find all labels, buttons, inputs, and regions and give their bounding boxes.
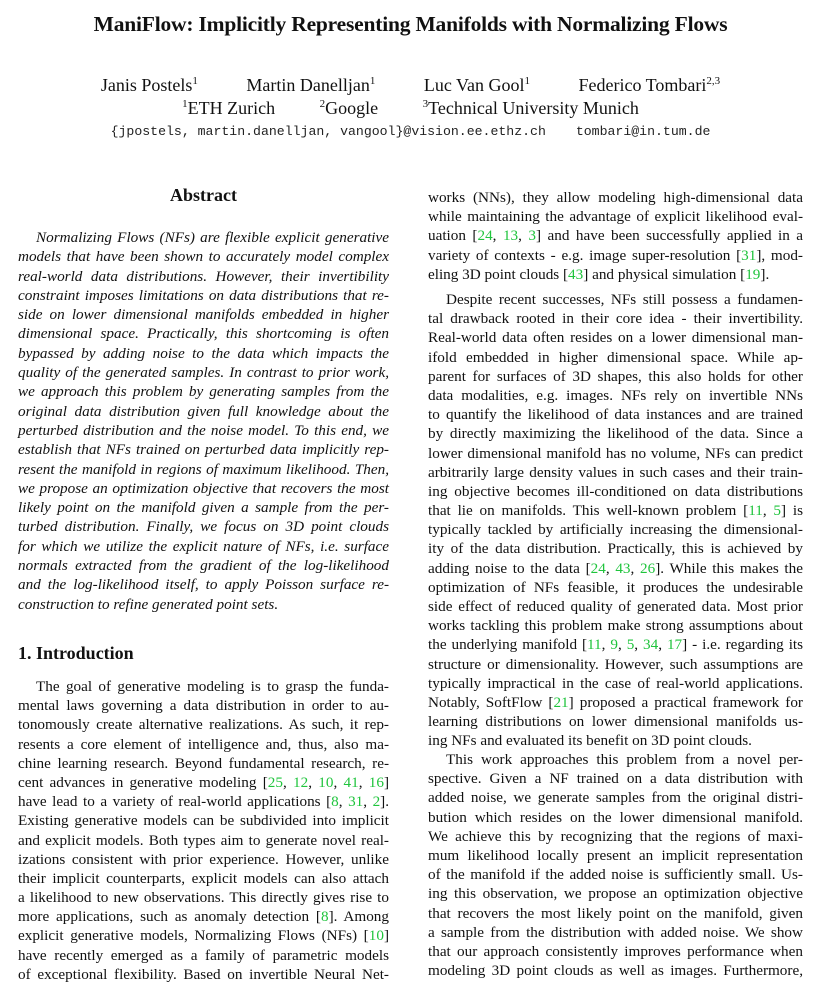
text: cent advances in generative modeling [ <box>18 773 268 791</box>
text-line <box>18 907 389 926</box>
text-line: structure or dimensionality. However, such assumptions are <box>428 655 803 673</box>
citation-link[interactable]: 26 <box>640 559 656 577</box>
text-line: a sample from the distribution with added noise. We show <box>428 923 803 941</box>
citation-link[interactable]: 16 <box>368 773 384 791</box>
citation-link[interactable]: 10 <box>318 773 334 791</box>
text: that lie on manifolds. This well-known problem [ <box>428 502 749 520</box>
abstract-line: constraint imposes limitations on data distributions that re- <box>18 286 389 304</box>
citation-link[interactable]: 41 <box>343 773 359 791</box>
text-line <box>428 246 803 265</box>
text: ] and have been successfully applied in a <box>535 227 804 245</box>
text-line: works tackling this problem make strong assumptions about <box>428 617 803 635</box>
email-list <box>0 124 821 139</box>
citation-link[interactable]: 3 <box>528 227 536 245</box>
text-line: chine learning research. Beyond fundamental research, re- <box>18 754 389 772</box>
author <box>246 75 375 95</box>
intro-paragraph-1-continued <box>428 188 803 284</box>
text: ] <box>383 773 390 791</box>
text-line: added noise, we generate samples from the original distri- <box>428 789 803 807</box>
text-line: tonomously create alternative realizations. As such, it rep- <box>18 716 389 734</box>
citation-link[interactable]: 9 <box>610 636 618 654</box>
citation-link[interactable]: 2 <box>372 793 381 811</box>
text-line: This work approaches this problem from a novel per- <box>446 751 803 768</box>
citation-link[interactable]: 43 <box>568 265 584 283</box>
email-eth: {jpostels, martin.danelljan, vangool}@vision.ee.ethz.ch <box>110 124 546 139</box>
intro-paragraph-2 <box>428 290 803 751</box>
abstract-line: real-world data distributions. However, their invertibility <box>18 267 389 285</box>
affiliation <box>320 98 379 118</box>
text-line: Real-world data often resides on a lower dimensional man- <box>428 329 803 347</box>
text: uation [ <box>428 227 478 245</box>
intro-paragraph-3 <box>428 750 803 980</box>
text: eling 3D point clouds [ <box>428 265 569 283</box>
text-line: of exceptional flexibility. Based on invertible Neural Net- <box>18 965 389 983</box>
text-line: a likelihood to new observations. This directly gives rise to <box>18 889 389 907</box>
author-name: Janis Postels <box>100 75 193 95</box>
abstract-line: construction to refine generated point sets. <box>18 595 279 613</box>
citation-link[interactable]: 8 <box>331 793 339 811</box>
affiliation-name: Google <box>325 98 379 118</box>
author-name: Martin Danelljan <box>246 75 370 95</box>
text: ]. While this makes the <box>655 559 803 577</box>
text-line: Despite recent successes, NFs still possess a fundamen- <box>446 291 803 308</box>
intro-paragraph-1 <box>18 677 389 984</box>
abstract-body <box>18 228 389 614</box>
affiliation-name: Technical University Munich <box>428 98 639 118</box>
text-line: uation [24, 13, 3] and have been successfully applied in a <box>428 227 804 245</box>
author-affil-sup: 1 <box>369 75 376 87</box>
text-line: that recovers the most likely point on the manifold, given <box>428 904 803 922</box>
citation-link[interactable]: 24 <box>590 559 606 577</box>
author-list <box>0 75 821 96</box>
text-line: cent advances in generative modeling [25, 12, 10, 41, 16] <box>18 773 390 791</box>
text: ] and physical simulation [ <box>583 265 746 283</box>
text: adding noise to the data [ <box>428 559 591 577</box>
abstract-line: we propose an optimization objective that recovers the most <box>18 479 389 497</box>
abstract-line: establish that NFs trained on perturbed data implicitly rep- <box>18 441 389 459</box>
text-line: ity of the data distribution. Practically, this is achieved by <box>428 540 803 558</box>
text: more applications, such as anomaly detection [ <box>18 908 321 926</box>
citation-link[interactable]: 34 <box>643 636 659 654</box>
text-line: have lead to a variety of real-world applications [8, 31, 2]. <box>18 793 390 811</box>
text: ]. <box>760 265 770 283</box>
author <box>424 75 530 95</box>
text-line: ing objective becomes ill-conditioned on data distributions <box>428 482 803 500</box>
abstract-line: perturbed distribution and the noise model. To this end, we <box>18 421 389 439</box>
text-line: to quantify the likelihood of data instances and are trained <box>428 406 803 424</box>
abstract-line: resent the manifold in regions of maximum likelihood. Then, <box>18 460 389 478</box>
abstract-line: Normalizing Flows (NFs) are flexible explicit generative <box>36 229 389 246</box>
text: have lead to a variety of real-world applications [ <box>18 793 332 811</box>
text-line: mental laws governing a data distribution in order to au- <box>18 697 389 715</box>
text-line: typically tackled by artificially increasing the dimensional- <box>428 521 803 539</box>
text: ], mod- <box>756 246 803 264</box>
text-line: The goal of generative modeling is to grasp the funda- <box>36 678 389 695</box>
citation-link[interactable]: 8 <box>320 908 329 926</box>
citation-link[interactable]: 31 <box>348 793 364 811</box>
text-line: adding noise to the data [24, 43, 26]. While this makes the <box>428 559 803 577</box>
author-name: Federico Tombari <box>578 75 707 95</box>
affiliation <box>182 98 275 118</box>
citation-link[interactable]: 11 <box>587 636 602 654</box>
abstract-line: original data distribution given full knowledge about the <box>18 402 389 420</box>
paper-title: ManiFlow: Implicitly Representing Manifolds with Normalizing Flows <box>93 12 728 36</box>
citation-link[interactable]: 19 <box>745 265 761 283</box>
abstract-line: likely point on the manifold given a sample from the per- <box>18 499 389 517</box>
abstract-line: dimensional space. Practically, this shortcoming is often <box>18 325 389 343</box>
affiliation-sup: 1 <box>182 98 188 110</box>
text-line: ing this observation, we propose an optimization objective <box>428 885 803 903</box>
author <box>101 75 198 95</box>
abstract-line: we approach this problem by generating samples from the <box>18 383 389 401</box>
text-line: that our approach consistently improves performance when <box>428 942 803 960</box>
text-line: resents a core element of intelligence and, thus, also ma- <box>18 735 389 753</box>
text-line: ifold embedded in higher dimensional space. While ap- <box>428 348 803 366</box>
text: ] is <box>781 502 803 520</box>
text-line: We achieve this by recognizing that the regions of maxi- <box>428 827 803 845</box>
text: ] proposed a practical framework for <box>568 693 803 711</box>
citation-link[interactable]: 11 <box>748 502 763 520</box>
affiliation <box>423 98 639 118</box>
text-line: modeling 3D point clouds as well as images. Furthermore, <box>428 962 803 980</box>
text: ] <box>383 927 389 945</box>
text-line: while maintaining the advantage of explicit likelihood eval- <box>428 208 803 226</box>
citation-link[interactable]: 10 <box>368 927 384 945</box>
abstract-line: models that have been shown to accurately model complex <box>18 248 389 266</box>
text-line <box>18 926 389 945</box>
text: variety of contexts - e.g. image super-resolution [ <box>428 246 742 264</box>
text-line: arbitrarily large density values in such cases and their train- <box>428 463 803 481</box>
abstract-line: for which we utilize the explicit nature of NFs, i.e. surface <box>18 537 389 555</box>
citation-link[interactable]: 5 <box>773 502 782 520</box>
text-line: izations consistent with prior experience. However, unlike <box>18 850 389 868</box>
author-affil-sup: 1 <box>524 75 530 87</box>
text-line: have recently emerged as a family of parametric models <box>18 946 389 964</box>
citation-link[interactable]: 31 <box>741 246 757 264</box>
text-line: tal drawback rooted in their core idea - their invertibility. <box>428 310 803 328</box>
author <box>579 75 721 95</box>
abstract-line: quality of the generated samples. In contrast to prior work, <box>18 364 389 382</box>
text-line: typically impractical in the case of real-world applications. <box>428 674 803 692</box>
citation-link[interactable]: 25 <box>267 773 283 791</box>
text-line: bution which resides on the lower dimensional manifold. <box>428 808 803 826</box>
affiliation-name: ETH Zurich <box>187 98 276 118</box>
text: ] - i.e. regarding its <box>682 636 804 654</box>
email-tum: tombari@in.tum.de <box>575 124 711 139</box>
text: ]. Among <box>328 908 389 926</box>
text-line: and explicit models. Both types aim to generate novel real- <box>18 831 389 849</box>
text: Notably, SoftFlow [ <box>428 693 554 711</box>
abstract-line: side on lower dimensional manifolds embedded in higher <box>18 306 389 324</box>
text-line: data modalities, e.g. images. NFs rely on invertible NNs <box>428 386 803 404</box>
text-line <box>428 693 803 712</box>
citation-link[interactable]: 24 <box>477 227 493 245</box>
abstract-line: turbed distribution. Finally, we focus on 3D point clouds <box>18 518 389 536</box>
citation-link[interactable]: 5 <box>626 636 635 654</box>
text-line: lower dimensional manifold has no volume, NFs can predict <box>428 444 803 462</box>
affiliation-sup: 2 <box>319 98 326 110</box>
affiliation-sup: 3 <box>422 98 429 110</box>
text-line: spective. Given a NF trained on a data distribution with <box>428 770 803 788</box>
text-line: parent for surfaces of 3D shapes, this also holds for other <box>428 367 803 385</box>
text-line: learning distributions on lower dimensional manifolds us- <box>428 713 803 731</box>
text: explicit generative models, Normalizing Flows (NFs) [ <box>18 927 369 945</box>
abstract-line: bypassed by adding noise to the data which impacts the <box>18 344 389 362</box>
citation-link[interactable]: 13 <box>502 227 519 245</box>
text-line: that lie on manifolds. This well-known problem [11, 5] is <box>428 502 803 520</box>
author-affil-sup: 2,3 <box>706 75 721 87</box>
citation-link[interactable]: 12 <box>293 773 309 791</box>
text-line: Existing generative models can be subdivided into implicit <box>18 812 389 830</box>
citation-link[interactable]: 17 <box>666 636 683 654</box>
text-line: their implicit counterparts, explicit models can also attach <box>18 869 389 887</box>
text-line: mum likelihood locally present an implicit representation <box>428 846 803 864</box>
abstract-line: normals extracted from the gradient of the log-likelihood <box>18 557 389 575</box>
text-line: by directly maximizing the likelihood of the data. Since a <box>428 425 803 443</box>
text-line: side effect of reduced quality of generated data. Most prior <box>428 598 803 615</box>
text: the underlying manifold [ <box>428 636 588 654</box>
section-heading-introduction: 1. Introduction <box>18 643 134 663</box>
text-line <box>428 265 803 284</box>
text-line: of the manifold if the added noise is sufficiently small. Us- <box>428 866 803 884</box>
text-line: optimization of NFs feasible, it produces the undesirable <box>428 578 803 596</box>
text-line: ing NFs and evaluated its benefit on 3D point clouds. <box>428 732 752 750</box>
citation-link[interactable]: 43 <box>615 559 631 577</box>
abstract-line: and the log-likelihood itself, to apply Poisson surface re- <box>18 576 389 594</box>
text-line: works (NNs), they allow modeling high-dimensional data <box>428 189 803 206</box>
citation-link[interactable]: 21 <box>553 693 569 711</box>
author-affil-sup: 1 <box>192 75 198 87</box>
abstract-heading: Abstract <box>170 185 237 205</box>
text-line: the underlying manifold [11, 9, 5, 34, 17] - i.e. regarding its <box>428 636 804 654</box>
text: ]. <box>380 793 390 811</box>
affiliation-list <box>0 98 821 119</box>
author-name: Luc Van Gool <box>423 75 525 95</box>
